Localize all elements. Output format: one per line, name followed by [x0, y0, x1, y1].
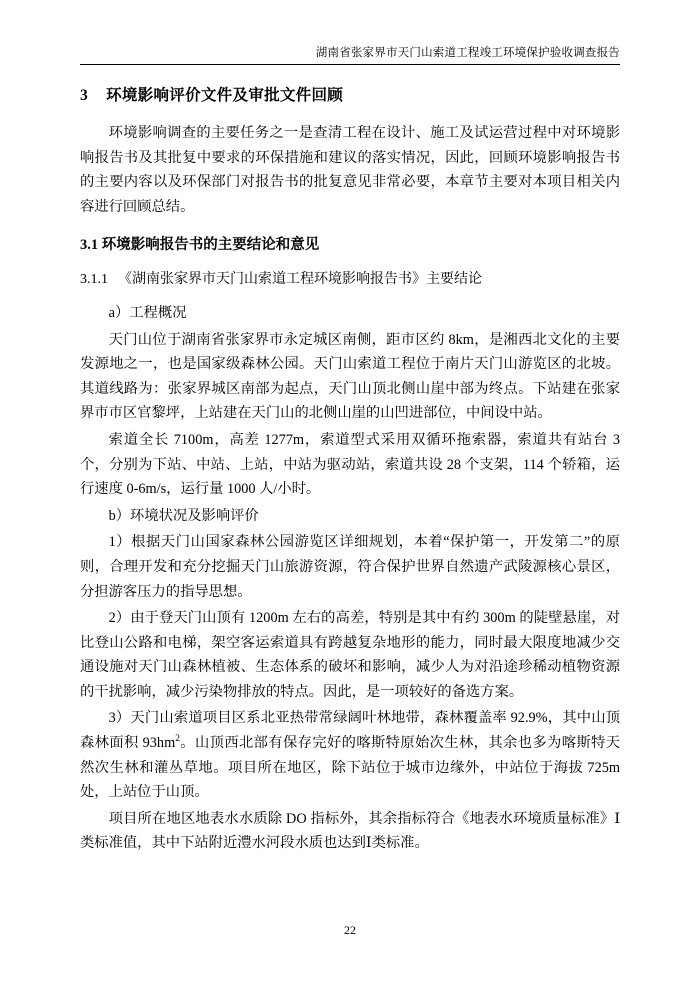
paragraph-b-2: 2）由于登天门山顶有 1200m 左右的高差，特别是其中有约 300m 的陡壁悬崖，对比登山公路和电梯，架空客运索道具有跨越复杂地形的能力，同时最大限度地减少交通设施对天门山森林植被、生态体系的破坏和影响，减少人为对沿途珍稀动植物资源的干扰影响，减少污染物排放的特点。因此，是一项较好的备选方案。	[80, 610, 620, 700]
paragraph-a-2: 索道全长 7100m，高差 1277m，索道型式采用双循环拖索器，索道共有站台 3 个，分别为下站、中站、上站，中站为驱动站，索道共设 28 个支架，114 个轿箱，运行速度 0-6m/s，运行量 1000 人/小时。	[80, 432, 620, 498]
paragraph-b-3-pre: 3）天门山索道项目区系北亚热带常绿阔叶林地带，森林覆盖率 92.9%，其中山顶森林面积 93hm	[80, 710, 620, 751]
paragraph-a-1: 天门山位于湖南省张家界市永定城区南侧，距市区约 8km，是湘西北文化的主要发源地之一，也是国家级森林公园。天门山索道工程位于南片天门山游览区的北坡。其道线路为：张家界城区南部为起点，天门山顶北侧山崖中部为终点。下站建在张家界市市区官黎坪，上站建在天门山的北侧山崖的山凹进部位，中间设中站。	[80, 331, 620, 422]
paragraph-intro: 环境影响调查的主要任务之一是查清工程在设计、施工及试运营过程中对环境影响报告书及其批复中要求的环保措施和建议的落实情况，因此，回顾环境影响报告书的主要内容以及环保部门对报告书的批复意见非常必要，本章节主要对本项目相关内容进行回顾总结。	[80, 125, 620, 215]
paragraph-b-1: 1）根据天门山国家森林公园游览区详细规划，本着“保护第一，开发第二”的原则，合理开发和充分挖掘天门山旅游资源，符合保护世界自然遗产武陵源核心景区，分担游客压力的指导思想。	[80, 534, 620, 600]
section-title-3: 环境影响评价文件及审批文件回顾	[106, 87, 344, 104]
area-unit-superscript: 2	[175, 734, 180, 745]
item-a-label: a）工程概况	[108, 305, 187, 322]
paragraph-b-3	[80, 706, 620, 804]
section-number-3-1-1: 3.1.1	[80, 271, 108, 287]
page-number: 22	[344, 923, 356, 937]
header-divider	[80, 64, 620, 65]
section-heading-3	[80, 84, 620, 107]
page-header: 湖南省张家界市天门山索道工程竣工环境保护验收调查报告	[315, 47, 620, 59]
section-number-3: 3	[80, 87, 89, 104]
item-b-label: b）环境状况及影响评价	[108, 507, 259, 524]
page-content	[80, 84, 620, 858]
paragraph-b-3-post: 。山顶西北部有保存完好的喀斯特原始次生林，其余也多为喀斯特天然次生林和灌丛草地。项目所在地区，除下站位于城市边缘外，中站位于海拔 725m 处，上站位于山顶。	[80, 734, 620, 801]
section-heading-3-1: 3.1 环境影响报告书的主要结论和意见	[80, 236, 320, 253]
section-title-3-1-1: 《湖南张家界市天门山索道工程环境影响报告书》主要结论	[118, 271, 482, 287]
section-heading-3-1-1	[80, 269, 620, 291]
paragraph-b-4: 项目所在地区地表水水质除 DO 指标外，其余指标符合《地表水环境质量标准》Ⅰ类标准值，其中下站附近澧水河段水质也达到Ⅰ类标准。	[80, 810, 620, 852]
